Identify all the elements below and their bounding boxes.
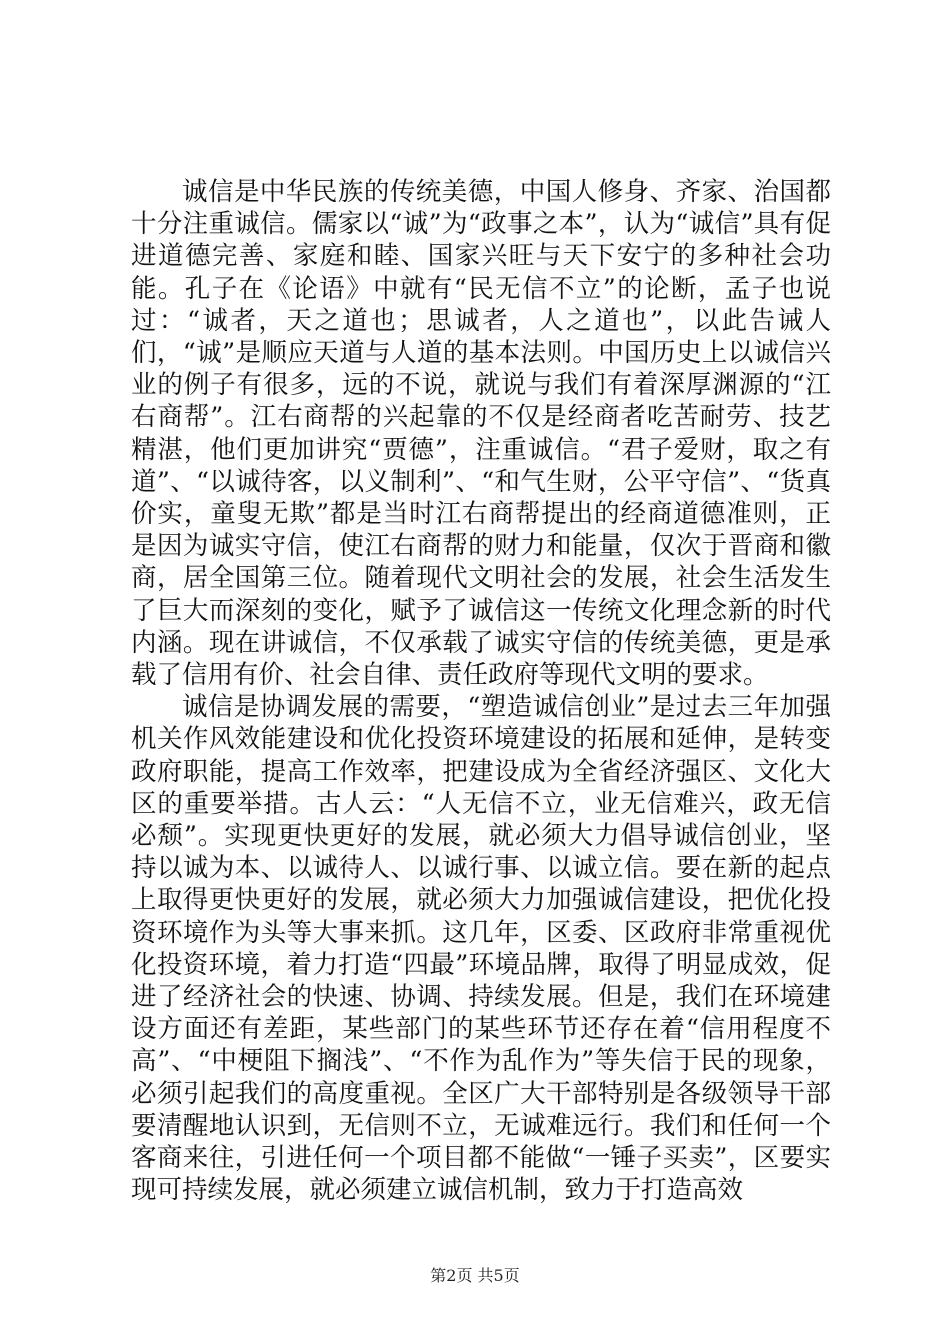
document-body [131,176,831,1207]
paragraph-2: 诚信是协调发展的需要，“塑造诚信创业”是过去三年加强机关作风效能建设和优化投资环境建设的拓展和延伸，是转变政府职能，提高工作效率，把建设成为全省经济强区、文化大区的重要举措。古人云：“人无信不立，业无信难兴，政无信必颓”。实现更快更好的发展，就必须大力倡导诚信创业，坚持以诚为本、以诚待人、以诚行事、以诚立信。要在新的起点上取得更快更好的发展，就必须大力加强诚信建设，把优化投资环境作为头等大事来抓。这几年，区委、区政府非常重视优化投资环境，着力打造“四最”环境品牌，取得了明显成效，促进了经济社会的快速、协调、持续发展。但是，我们在环境建设方面还有差距，某些部门的某些环节还存在着“信用程度不高”、“中梗阻下搁浅”、“不作为乱作为”等失信于民的现象，必须引起我们的高度重视。全区广大干部特别是各级领导干部要清醒地认识到，无信则不立，无诚难远行。我们和任何一个客商来往，引进任何一个项目都不能做“一锤子买卖”，区要实现可持续发展，就必须建立诚信机制，致力于打造高效 [131,692,831,1206]
paragraph-1: 诚信是中华民族的传统美德，中国人修身、齐家、治国都十分注重诚信。儒家以“诚”为“政事之本”，认为“诚信”具有促进道德完善、家庭和睦、国家兴旺与天下安宁的多种社会功能。孔子在《论语》中就有“民无信不立”的论断，孟子也说过：“诚者，天之道也；思诚者，人之道也”，以此告诫人们，“诚”是顺应天道与人道的基本法则。中国历史上以诚信兴业的例子有很多，远的不说，就说与我们有着深厚渊源的“江右商帮”。江右商帮的兴起靠的不仅是经商者吃苦耐劳、技艺精湛，他们更加讲究“贾德”，注重诚信。“君子爱财，取之有道”、“以诚待客，以义制利”、“和气生财，公平守信”、“货真价实，童叟无欺”都是当时江右商帮提出的经商道德准则，正是因为诚实守信，使江右商帮的财力和能量，仅次于晋商和徽商，居全国第三位。随着现代文明社会的发展，社会生活发生了巨大而深刻的变化，赋予了诚信这一传统文化理念新的时代内涵。现在讲诚信，不仅承载了诚实守信的传统美德，更是承载了信用有价、社会自律、责任政府等现代文明的要求。 [131,177,831,691]
page-footer: 第2页 共5页 [430,1266,520,1285]
